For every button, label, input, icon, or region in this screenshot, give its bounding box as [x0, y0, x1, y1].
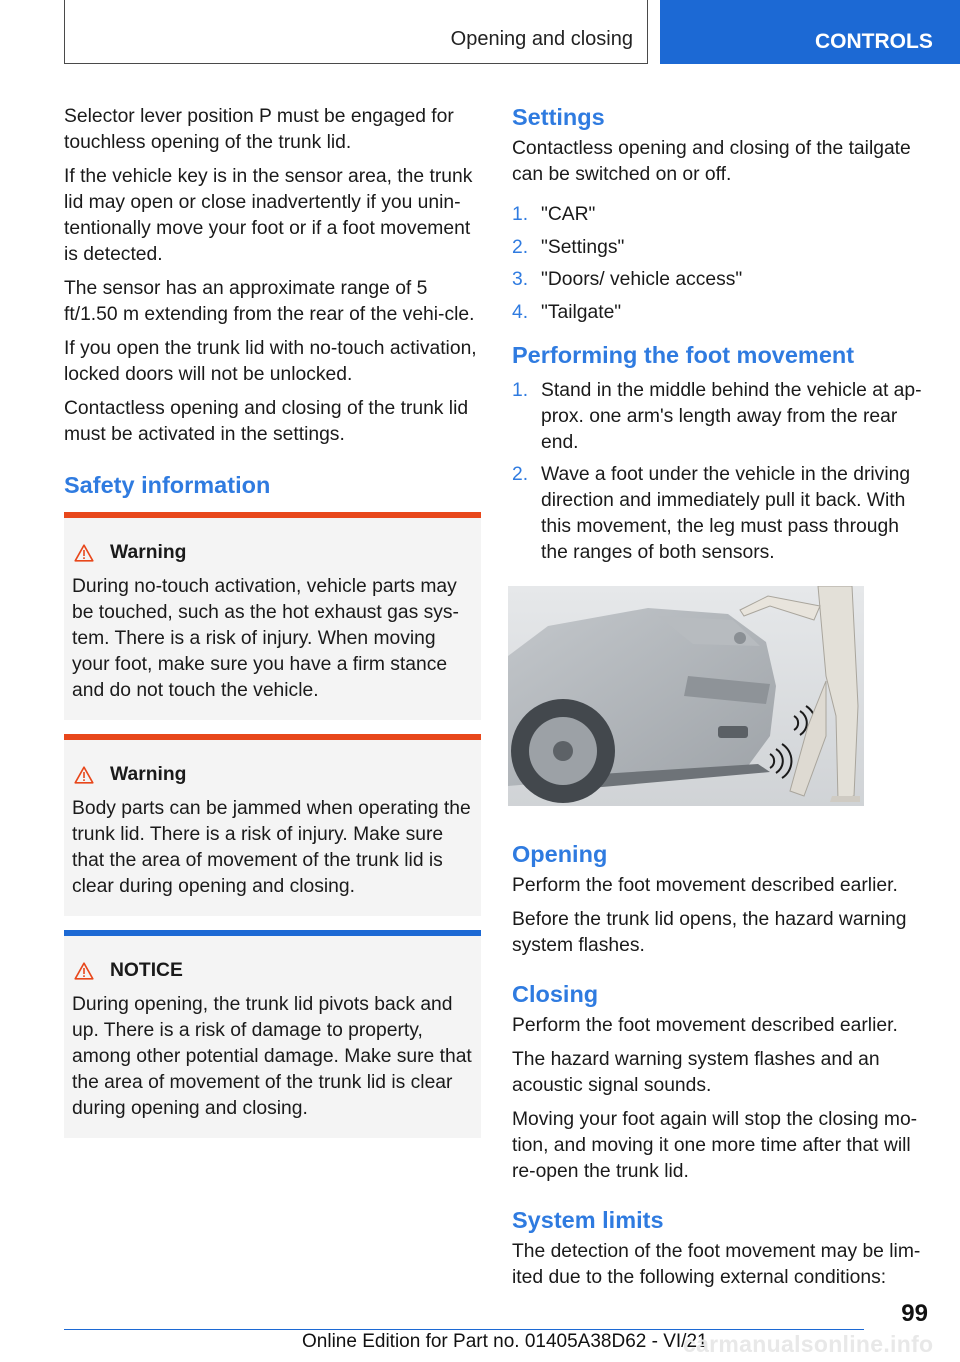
header-section-title: Opening and closing [450, 28, 633, 50]
right-column [512, 104, 922, 1299]
page-number: 99 [901, 1300, 928, 1327]
closing-paragraph: Perform the foot movement described earlier. [512, 1015, 898, 1036]
intro-paragraph: The sensor has an approximate range of 5 ft/1.50 m extending from the rear of the vehi-cle. [64, 278, 475, 325]
step-number: 4. [512, 301, 529, 323]
step-text: "Doors/ vehicle access" [541, 269, 743, 290]
warning-title-text: Warning [110, 542, 187, 563]
step-number: 3. [512, 269, 529, 290]
opening-heading: Opening [512, 841, 608, 867]
notice-box [64, 930, 481, 1138]
list-item [512, 235, 922, 261]
header-section-box [64, 0, 648, 64]
footer-divider [64, 1329, 864, 1330]
warning-box [64, 734, 481, 916]
perform-steps [512, 378, 922, 567]
settings-steps [512, 202, 922, 326]
opening-paragraph: Before the trunk lid opens, the hazard warning system flashes. [512, 909, 907, 956]
list-item [512, 267, 922, 293]
warning-box [64, 512, 481, 720]
opening-paragraph: Perform the foot movement described earlier. [512, 875, 898, 896]
warning-title [72, 540, 473, 566]
warning-title [72, 762, 473, 788]
settings-heading: Settings [512, 104, 605, 130]
footer-edition: Online Edition for Part no. 01405A38D62 - VI/21 [302, 1331, 708, 1352]
warning-text: During no-touch activation, vehicle parts may be touched, such as the hot exhaust gas sys-tem. There is a risk of injury. When moving your foot, make sure you have a firm stance and do not touch the vehicle. [72, 576, 459, 701]
notice-title-text: NOTICE [110, 960, 183, 981]
step-text: Wave a foot under the vehicle in the driving direction and immediately pull it back. With this movement, the leg must pass through the ranges of both sensors. [541, 464, 911, 563]
notice-title [72, 958, 473, 984]
foot-movement-illustration [508, 586, 864, 806]
watermark: carmanualsonline.info [683, 1331, 934, 1357]
step-number: 2. [512, 236, 529, 258]
list-item [512, 202, 922, 228]
settings-text: Contactless opening and closing of the tailgate can be switched on or off. [512, 138, 911, 185]
list-item [512, 300, 922, 326]
system-limits-heading: System limits [512, 1207, 664, 1233]
step-number: 2. [512, 464, 529, 485]
step-text: "Tailgate" [541, 301, 622, 323]
step-text: "CAR" [541, 204, 596, 225]
closing-heading: Closing [512, 981, 599, 1007]
left-column [64, 104, 481, 1138]
step-text: Stand in the middle behind the vehicle at ap-prox. one arm's length away from the rear end. [541, 379, 922, 453]
list-item [512, 462, 922, 566]
warning-text: Body parts can be jammed when operating the trunk lid. There is a risk of injury. Make sure that the area of movement of the trunk lid is clear during opening and closing. [72, 798, 471, 897]
safety-heading: Safety information [64, 472, 271, 498]
intro-paragraph: If you open the trunk lid with no-touch activation, locked doors will not be unlocked. [64, 338, 477, 385]
notice-triangle-icon [74, 962, 94, 980]
warning-title-text: Warning [110, 764, 187, 785]
list-item [512, 378, 922, 456]
header-chapter-title: CONTROLS [815, 30, 933, 53]
closing-paragraph: Moving your foot again will stop the closing mo-tion, and moving it one more time after that will re-open the trunk lid. [512, 1109, 918, 1182]
intro-paragraph: If the vehicle key is in the sensor area, the trunk lid may open or close inadvertently if you unin-tentionally move your foot or if a foot movement is detected. [64, 166, 473, 265]
intro-paragraph: Selector lever position P must be engaged for touchless opening of the trunk lid. [64, 106, 454, 153]
header-chapter-tab [660, 0, 960, 64]
intro-paragraph: Contactless opening and closing of the trunk lid must be activated in the settings. [64, 398, 469, 445]
warning-triangle-icon [74, 766, 94, 784]
system-limits-text: The detection of the foot movement may be lim-ited due to the following external conditions: [512, 1241, 921, 1288]
step-number: 1. [512, 204, 529, 225]
closing-paragraph: The hazard warning system flashes and an acoustic signal sounds. [512, 1049, 880, 1096]
perform-heading: Performing the foot movement [512, 341, 855, 368]
step-number: 1. [512, 379, 529, 401]
notice-text: During opening, the trunk lid pivots back and up. There is a risk of damage to property, among other potential damage. Make sure that the area of movement of the trunk lid is clear during opening and closing. [72, 994, 472, 1119]
warning-triangle-icon [74, 544, 94, 562]
step-text: "Settings" [541, 236, 625, 258]
